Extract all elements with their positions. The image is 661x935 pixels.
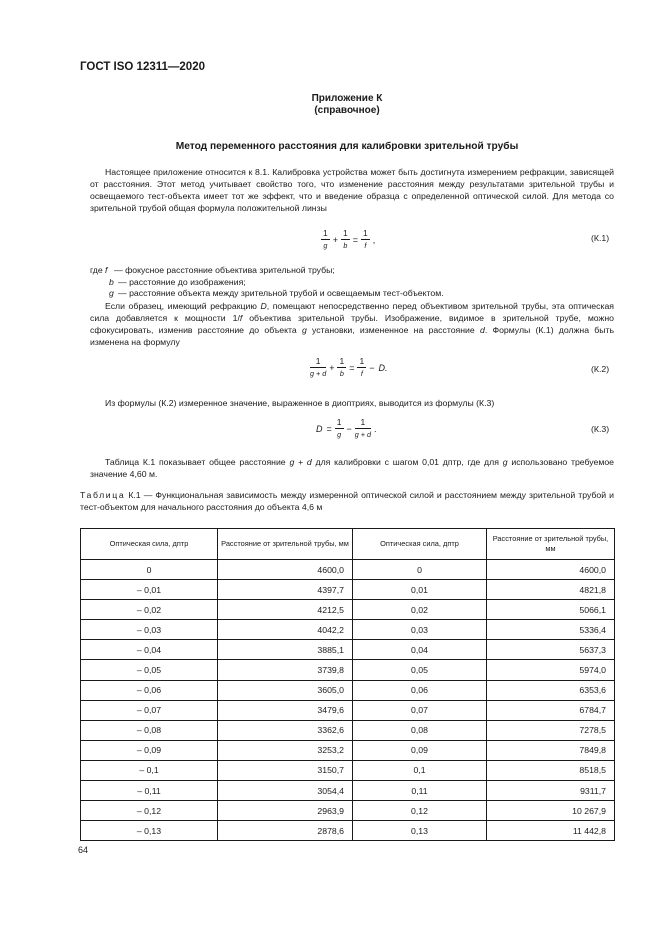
table-cell: 6353,6 bbox=[487, 680, 615, 700]
table-cell: 5637,3 bbox=[487, 640, 615, 660]
equation-number-k3: (К.3) bbox=[591, 424, 610, 434]
table-cell: – 0,03 bbox=[81, 620, 218, 640]
section-title: Метод переменного расстояния для калибровки зрительной трубы bbox=[175, 141, 519, 152]
table-cell: – 0,07 bbox=[81, 700, 218, 720]
definitions-list: где f — фокусное расстояние объектива зрительной трубы; b — расстояние до изображения; g — расстояние объекта между зрительной трубой и освещаемым тест-объектом. bbox=[90, 265, 444, 299]
table-row bbox=[81, 640, 615, 660]
table-row bbox=[81, 740, 615, 760]
table-cell: 4042,2 bbox=[218, 620, 353, 640]
table-row bbox=[81, 821, 615, 841]
table-cell: 4397,7 bbox=[218, 580, 353, 600]
table-cell: 4600,0 bbox=[218, 560, 353, 580]
table-row bbox=[81, 620, 615, 640]
table-cell: 3253,2 bbox=[218, 740, 353, 760]
table-cell: 3362,6 bbox=[218, 720, 353, 740]
column-header: Оптическая сила, дптр bbox=[81, 529, 218, 560]
fraction: $\frac{1}{g}$ bbox=[323, 228, 328, 250]
table-row bbox=[81, 720, 615, 740]
paragraph-derivation: Из формулы (К.2) измеренное значение, выраженное в диоптриях, выводится из формулы (К.3) bbox=[105, 398, 495, 408]
table-cell: 4212,5 bbox=[218, 600, 353, 620]
table-cell: 0,04 bbox=[353, 640, 487, 660]
table-cell: 0,1 bbox=[353, 760, 487, 780]
formula-k2: $\frac{1}{g + d}$ + $\frac{1}{b}$ = $\frac{1}{f}$ − D. bbox=[310, 356, 388, 378]
table-header-row bbox=[81, 529, 615, 560]
table-cell: 7278,5 bbox=[487, 720, 615, 740]
table-row bbox=[81, 660, 615, 680]
column-header: Расстояние от зрительной трубы, мм bbox=[218, 529, 353, 560]
table-cell: 0,03 bbox=[353, 620, 487, 640]
column-header: Оптическая сила, дптр bbox=[353, 529, 487, 560]
table-cell: 5066,1 bbox=[487, 600, 615, 620]
table-cell: 7849,8 bbox=[487, 740, 615, 760]
paragraph-table-intro: Таблица К.1 показывает общее расстояние g + d для калибровки с шагом 0,01 дптр, где для g использовано требуемое значение 4,60 м. bbox=[90, 457, 615, 479]
column-header: Расстояние от зрительной трубы, мм bbox=[487, 529, 615, 560]
table-cell: 0,12 bbox=[353, 801, 487, 821]
table-row bbox=[81, 580, 615, 600]
table-cell: 0,05 bbox=[353, 660, 487, 680]
table-cell: 0,02 bbox=[353, 600, 487, 620]
table-cell: – 0,08 bbox=[81, 720, 218, 740]
equation-number-k1: (К.1) bbox=[591, 233, 610, 243]
fraction: $\frac{1}{f}$ bbox=[363, 228, 368, 250]
page-number: 64 bbox=[78, 845, 89, 855]
table-cell: 4821,8 bbox=[487, 580, 615, 600]
table-row bbox=[81, 801, 615, 821]
table-cell: – 0,02 bbox=[81, 600, 218, 620]
fraction: $\frac{1}{b}$ bbox=[343, 228, 348, 250]
paragraph-refraction: Если образец, имеющий рефракцию D, помещают непосредственно перед объективом зрительной трубы, эта оптическая сила добавляется к мощности 1/f объектива зрительной трубы. Изображение, видимое в зрительной трубе, можно сфокусировать, изменив расстояние до объекта g установки, измененное на расстояние d. Формулы (К.1) должна быть изменена на формулу bbox=[90, 301, 614, 347]
table-cell: – 0,13 bbox=[81, 821, 218, 841]
table-cell: – 0,05 bbox=[81, 660, 218, 680]
table-cell: 3885,1 bbox=[218, 640, 353, 660]
table-cell: 11 442,8 bbox=[487, 821, 615, 841]
table-row bbox=[81, 700, 615, 720]
table-row bbox=[81, 560, 615, 580]
annex-subtitle: (справочное) bbox=[314, 105, 380, 116]
table-cell: 0 bbox=[81, 560, 218, 580]
table-cell: – 0,12 bbox=[81, 801, 218, 821]
table-cell: 3739,8 bbox=[218, 660, 353, 680]
table-cell: 0,11 bbox=[353, 781, 487, 801]
table-cell: 5974,0 bbox=[487, 660, 615, 680]
equation-number-k2: (К.2) bbox=[591, 364, 610, 374]
fraction: $\frac{1}{f}$ bbox=[359, 356, 365, 378]
formula-k3: D = $\frac{1}{g}$ − $\frac{1}{g + d}$ . bbox=[316, 417, 377, 439]
annex-title: Приложение К bbox=[311, 93, 383, 104]
fraction: $\frac{1}{b}$ bbox=[339, 356, 345, 378]
intro-text: Настоящее приложение относится к 8.1. Калибровка устройства может быть достигнута измерением рефракции, зависящей от расстояния. Этот метод учитывает свойство того, что изменение расстояния между результатами зрительной трубы и освещаемого тест-объекта имеет тот же эффект, что и введение образца с определенной оптической силой. Для метода со зрительной трубой общая формула положительной линзы bbox=[90, 167, 614, 213]
table-cell: 2963,9 bbox=[218, 801, 353, 821]
table-cell: 0,08 bbox=[353, 720, 487, 740]
table-row bbox=[81, 600, 615, 620]
table-cell: 3479,6 bbox=[218, 700, 353, 720]
table-cell: 8518,5 bbox=[487, 760, 615, 780]
fraction: $\frac{1}{g + d}$ bbox=[354, 417, 371, 439]
table-cell: 10 267,9 bbox=[487, 801, 615, 821]
formula-k1: $\frac{1}{g}$ + $\frac{1}{b}$ = $\frac{1}{f}$ , bbox=[323, 228, 376, 250]
table-caption: Таблица К.1 — Функциональная зависимость между измеренной оптической силой и расстоянием между зрительной трубой и тест-объектом для начального расстояния до объекта 4,6 м bbox=[80, 490, 614, 512]
table-cell: 3605,0 bbox=[218, 680, 353, 700]
table-cell: 0,07 bbox=[353, 700, 487, 720]
table-body bbox=[81, 560, 615, 841]
table-cell: 0,13 bbox=[353, 821, 487, 841]
table-cell: 5336,4 bbox=[487, 620, 615, 640]
table-cell: – 0,01 bbox=[81, 580, 218, 600]
document-code: ГОСТ ISO 12311—2020 bbox=[80, 61, 205, 73]
table-cell: 6784,7 bbox=[487, 700, 615, 720]
table-cell: 2878,6 bbox=[218, 821, 353, 841]
table-cell: 4600,0 bbox=[487, 560, 615, 580]
definition-item: где f — фокусное расстояние объектива зрительной трубы; bbox=[90, 265, 335, 275]
table-cell: 0,09 bbox=[353, 740, 487, 760]
fraction: $\frac{1}{g}$ bbox=[336, 417, 342, 439]
calibration-table bbox=[80, 528, 615, 841]
table-cell: – 0,04 bbox=[81, 640, 218, 660]
table-row bbox=[81, 680, 615, 700]
table-cell: 9311,7 bbox=[487, 781, 615, 801]
table-cell: – 0,1 bbox=[81, 760, 218, 780]
table-cell: 0,06 bbox=[353, 680, 487, 700]
table-cell: – 0,06 bbox=[81, 680, 218, 700]
table-cell: – 0,11 bbox=[81, 781, 218, 801]
table-cell: 0 bbox=[353, 560, 487, 580]
table-cell: 3150,7 bbox=[218, 760, 353, 780]
table-row bbox=[81, 781, 615, 801]
table-cell: 0,01 bbox=[353, 580, 487, 600]
table-cell: 3054,4 bbox=[218, 781, 353, 801]
table-row bbox=[81, 760, 615, 780]
fraction: $\frac{1}{g + d}$ bbox=[310, 356, 327, 378]
table-cell: – 0,09 bbox=[81, 740, 218, 760]
intro-paragraph bbox=[90, 166, 614, 214]
